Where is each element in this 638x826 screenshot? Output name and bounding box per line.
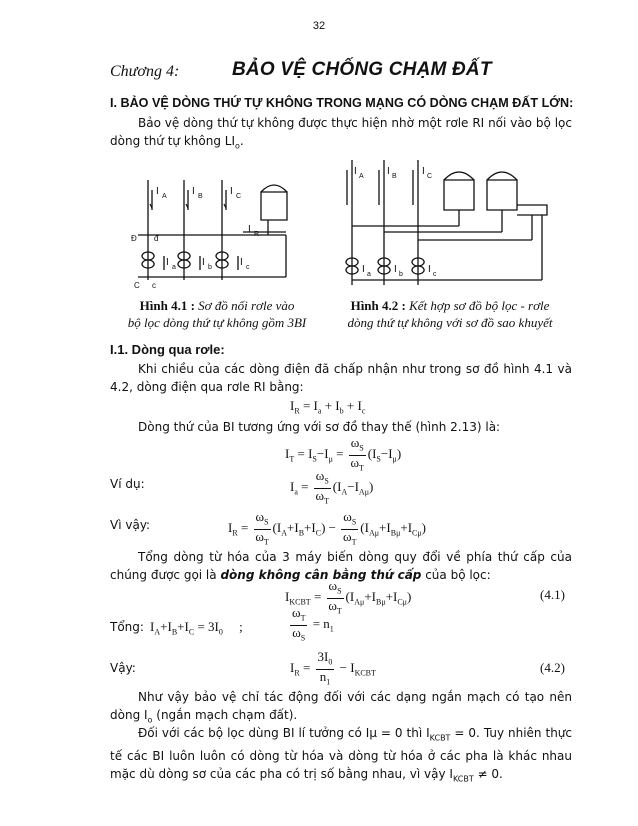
svg-text:A: A [162, 193, 167, 200]
svg-text:a: a [367, 271, 371, 278]
svg-text:I: I [192, 186, 195, 197]
svg-text:I: I [362, 264, 365, 275]
fig1-label-ia: I [156, 186, 159, 197]
svg-text:c: c [433, 271, 437, 278]
paragraph-2: Dòng thứ của BI tương ứng với sơ đồ thay thế (hình 2.13) là: [138, 420, 501, 434]
svg-text:I: I [240, 257, 243, 268]
svg-text:R: R [254, 231, 260, 238]
svg-text:C: C [134, 281, 140, 290]
svg-text:a: a [172, 264, 176, 271]
svg-text:c: c [152, 281, 156, 290]
equation-it: $I_T = I_S-I_\mu$ = $\frac{\omega_S}{\omega_T}$ $(I_S-I_\mu)$ [285, 435, 402, 473]
equation-ir: $I_R = I_a + I_b + I_c$ [290, 398, 366, 416]
figure-4-1-caption [112, 297, 322, 331]
svg-text:b: b [208, 264, 212, 271]
chapter-title: BẢO VỆ CHỐNG CHẠM ĐẤT [232, 59, 492, 80]
svg-text:I: I [428, 264, 431, 275]
equation-number-42: (4.2) [540, 660, 565, 675]
intro-end: . [239, 134, 244, 148]
fig2-caption-text1: Kết hợp sơ đồ bộ lọc - rơle [405, 298, 550, 313]
label-vivay: Vì vậy: [110, 518, 151, 532]
svg-text:I: I [422, 166, 425, 177]
paragraph-3: Tổng dòng từ hóa của 3 máy biến dòng quy đổi về phía thứ cấp của chúng được gọi là dòng không cân bằng thứ cấp của bộ lọc: [110, 550, 572, 582]
svg-text:A: A [359, 173, 364, 180]
svg-text:C: C [427, 173, 433, 180]
fig1-caption-text1: Sơ đồ nối rơle vào [194, 298, 295, 313]
svg-text:b: b [399, 271, 403, 278]
figure-4-2-caption [330, 297, 570, 331]
equation-number-41: (4.1) [540, 587, 565, 602]
equation-ia: $I_a$ = $\frac{\omega_S}{\omega_T}$ $(I_A-I_{A\mu})$ [290, 468, 374, 506]
chapter-label: Chương 4: [110, 63, 180, 80]
svg-text:C: C [236, 193, 242, 200]
intro-sub: o [235, 141, 240, 151]
fig1-caption-label: Hình 4.1 : [139, 298, 195, 313]
paragraph-5: Đối với các bộ lọc dùng BI lí tưởng có Iμ = 0 thì $I_{KCBT} = 0$. Tuy nhiên thực tế các BI luôn luôn có dòng từ hóa và dòng từ hóa ở các pha là khác nhau mặc dù dòng sơ của các pha có trị số bằng nhau, vì vậy $I_{KCBT} \ne 0$. [110, 726, 572, 784]
svg-text:I: I [166, 257, 169, 268]
svg-text:I: I [248, 224, 251, 235]
figure-4-2-diagram [332, 160, 557, 292]
label-vay: Vậy: [110, 661, 136, 675]
svg-text:B: B [198, 193, 203, 200]
label-vidu: Ví dụ: [110, 477, 145, 491]
svg-text:I: I [387, 166, 390, 177]
svg-text:B: B [392, 173, 397, 180]
paragraph-4: Như vậy bảo vệ chỉ tác động đối với các dạng ngắn mạch có tạo nên dòng $I_o$ (ngắn mạch chạm đất). [110, 690, 572, 725]
section-title: I. BẢO VỆ DÒNG THỨ TỰ KHÔNG TRONG MẠNG CÓ DÒNG CHẠM ĐẤT LỚN: [110, 96, 574, 110]
intro-text: Bảo vệ dòng thứ tự không được thực hiện nhờ một rơle RI nối vào bộ lọc dòng thứ tự không LI [110, 116, 572, 148]
intro-paragraph [110, 114, 572, 155]
svg-text:c: c [246, 264, 250, 271]
page-number: 32 [312, 20, 326, 32]
equation-ratio: $\frac{\omega_T}{\omega_S}$ = $n_1$ [292, 605, 334, 643]
equation-ir-expanded: $I_R$ = $\frac{\omega_S}{\omega_T}$ $(I_A+I_B+I_C)$ − $\frac{\omega_S}{\omega_T}$ $(I_{A\mu}+I_{B\mu}+I_{C\mu})$ [228, 509, 427, 547]
fig2-caption-text2: dòng thứ tự không với sơ đồ sao khuyết [347, 315, 553, 330]
equation-41: $I_{KCBT}$ = $\frac{\omega_S}{\omega_T}$ $(I_{A\mu}+I_{B\mu}+I_{C\mu})$ [285, 578, 412, 616]
emphasis-kcbt: dòng không cân bằng thứ cấp [220, 568, 422, 582]
equation-sum: $I_A+I_B+I_C = 3I_0$ ; [150, 619, 243, 637]
label-tong: Tổng: [110, 620, 144, 634]
figure-4-1-diagram [128, 180, 298, 292]
svg-text:I: I [354, 166, 357, 177]
fig1-caption-text2: bộ lọc dòng thứ tự không gồm 3BI [127, 315, 307, 330]
svg-text:I: I [394, 264, 397, 275]
svg-text:I: I [230, 186, 233, 197]
fig2-caption-label: Hình 4.2 : [350, 298, 406, 313]
svg-text:Đ: Đ [131, 234, 137, 243]
paragraph-1: Khi chiều của các dòng điện đã chấp nhận như trong sơ đồ hình 4.1 và 4.2, dòng điện qua rơle RI bằng: [110, 362, 572, 394]
subsection-title: I.1. Dòng qua rơle: [110, 342, 225, 357]
equation-42: $I_R$ = $\frac{3I_0}{n_1}$ − $I_{KCBT}$ [290, 649, 376, 687]
svg-text:I: I [202, 257, 205, 268]
svg-text:đ: đ [154, 234, 159, 243]
